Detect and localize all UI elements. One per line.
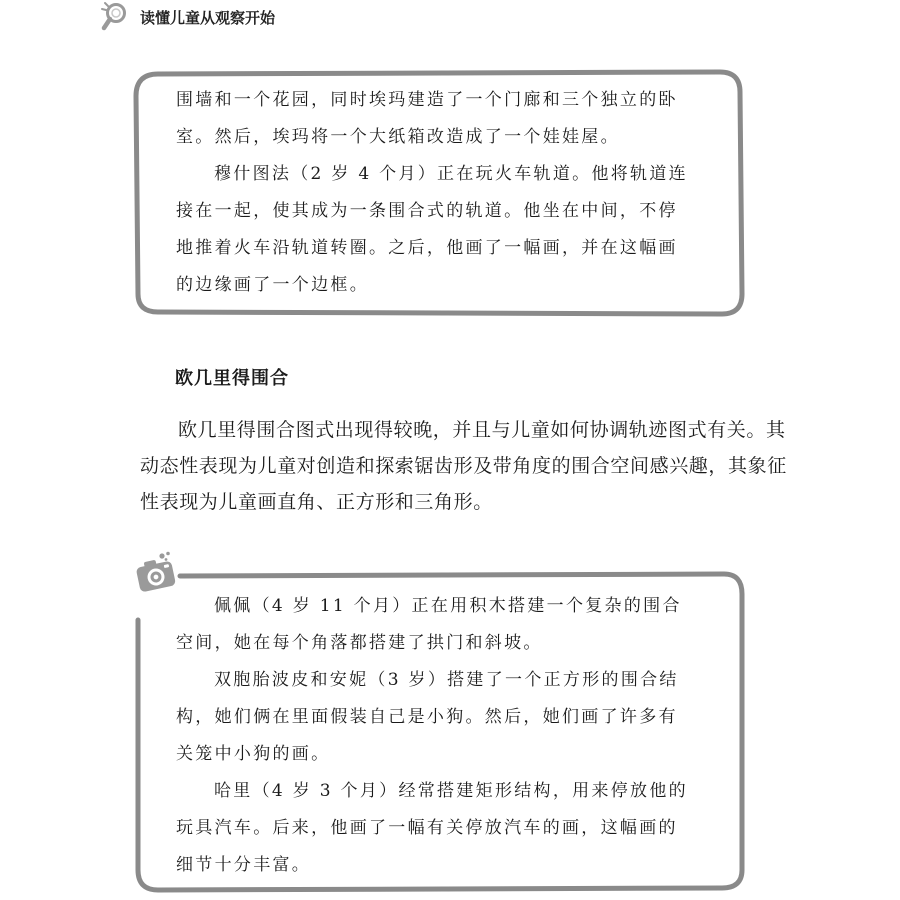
camera-icon xyxy=(134,550,180,594)
magnifier-icon xyxy=(100,1,130,33)
section-body: 欧几里得围合图式出现得较晚，并且与儿童如何协调轨迹图式有关。其动态性表现为儿童对创造和探索锯齿形及带角度的围合空间感兴趣，其象征性表现为儿童画直角、正方形和三角形。 xyxy=(140,419,787,513)
text-line: 的边缘画了一个边框。 xyxy=(176,275,369,295)
text-line: 接在一起，使其成为一条围合式的轨道。他坐在中间，不停 xyxy=(176,201,678,221)
running-header xyxy=(100,0,275,34)
case-box-top xyxy=(130,64,750,320)
text-line: 地推着火车沿轨道转圈。之后，他画了一幅画，并在这幅画 xyxy=(176,238,678,258)
text-line: 双胞胎波皮和安妮（3 岁）搭建了一个正方形的围合结 xyxy=(214,670,679,690)
text-line: 围墙和一个花园，同时埃玛建造了一个门廊和三个独立的卧 xyxy=(176,90,678,110)
text-line: 室。然后，埃玛将一个大纸箱改造成了一个娃娃屋。 xyxy=(176,127,620,147)
text-line: 空间，她在每个角落都搭建了拱门和斜坡。 xyxy=(176,633,543,653)
text-line: 构，她们俩在里面假装自己是小狗。然后，她们画了许多有 xyxy=(176,707,678,727)
text-line: 哈里（4 岁 3 个月）经常搭建矩形结构，用来停放他的 xyxy=(214,781,688,801)
text-line: 细节十分丰富。 xyxy=(176,855,312,875)
text-line: 关笼中小狗的画。 xyxy=(176,744,331,764)
case-box-top-text xyxy=(176,82,688,304)
case-box-bottom-text xyxy=(176,588,688,884)
header-title: 读懂儿童从观察开始 xyxy=(140,8,276,27)
text-line: 佩佩（4 岁 11 个月）正在用积木搭建一个复杂的围合 xyxy=(214,596,682,616)
text-line: 玩具汽车。后来，他画了一幅有关停放汽车的画，这幅画的 xyxy=(176,818,678,838)
text-line: 穆什图法（2 岁 4 个月）正在玩火车轨道。他将轨道连 xyxy=(214,164,688,184)
section-heading: 欧几里得围合 xyxy=(175,368,289,389)
case-box-bottom xyxy=(130,560,750,896)
